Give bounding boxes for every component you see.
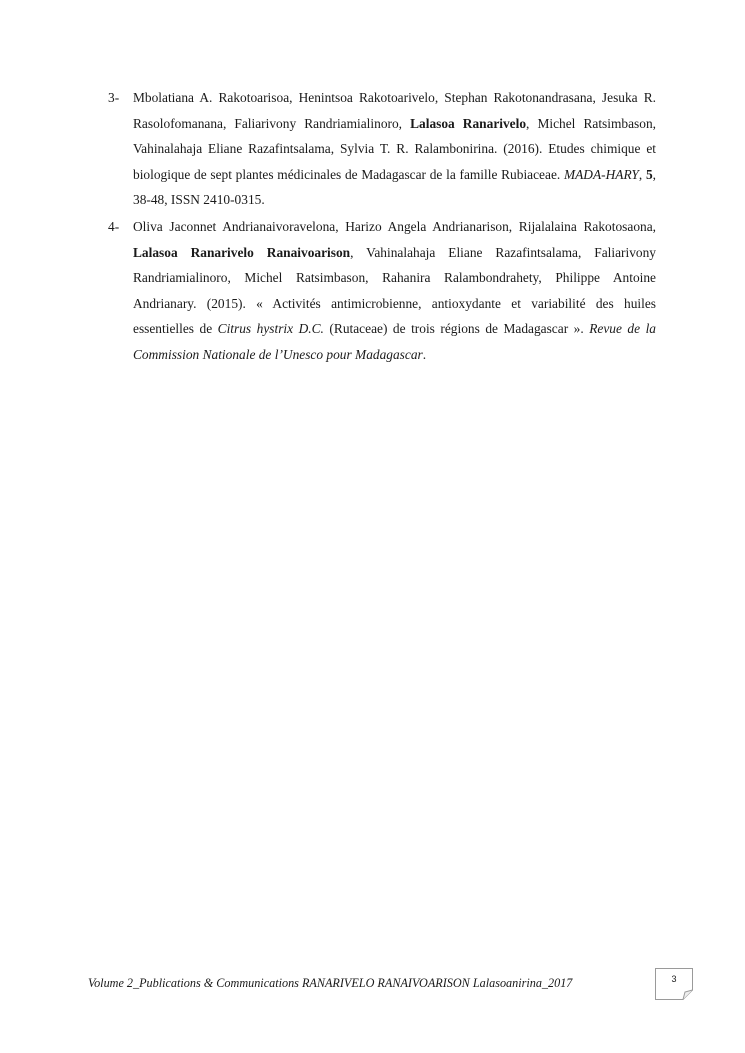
reference-tail: , 38-48, ISSN 2410-0315. [133, 166, 656, 208]
reference-item-4 [108, 214, 656, 368]
reference-author-highlight: Lalasoa Ranarivelo [410, 115, 527, 131]
reference-volume: 5 [645, 166, 653, 182]
reference-species: Citrus hystrix D.C. [217, 321, 324, 337]
reference-number: 4- [108, 218, 120, 234]
reference-tail: . [422, 346, 427, 362]
reference-journal: Revue de la Commission Nationale de l’Unesco pour Madagascar [133, 321, 656, 362]
reference-details: , Michel Ratsimbason, Vahinalahaja Eliane Razafintsalama, Sylvia T. R. Ralambonirina. (2016). Etudes chimique et biologique de sept plantes médicinales de Madagascar de la famille Rubiaceae. [133, 115, 656, 182]
reference-author-highlight: Lalasoa Ranarivelo Ranaivoarison [133, 244, 351, 260]
page-footer: Volume 2_Publications & Communications RANARIVELO RANAIVOARISON Lalasoanirina_2017 [88, 976, 573, 990]
reference-number: 3- [108, 90, 120, 105]
folded-corner-icon [655, 968, 693, 1000]
page-number: 3 [671, 974, 677, 984]
reference-authors: Oliva Jaconnet Andrianaivoravelona, Harizo Angela Andrianarison, Rijalalaina Rakotosaona, [133, 218, 656, 234]
reference-list [108, 85, 656, 369]
reference-authors: Mbolatiana A. Rakotoarisoa, Henintsoa Rakotoarivelo, Stephan Rakotonandrasana, Jesuka R. Rasolofomanana, Faliarivony Randriamialinoro, [133, 90, 656, 131]
reference-journal: MADA-HARY [563, 166, 639, 182]
reference-details: , Vahinalahaja Eliane Razafintsalama, Faliarivony Randriamialinoro, Michel Ratsimbason, Rahanira Ralambondrahety, Philippe Antoine Andrianary. (2015). « Activités antimicrobienne, antioxydante et variabilité des huiles essentielles de [133, 244, 656, 337]
reference-separator: , [638, 166, 646, 182]
reference-details-2: (Rutaceae) de trois régions de Madagascar ». [323, 321, 590, 337]
reference-item-3 [108, 85, 656, 213]
page-number-box [655, 968, 693, 1000]
